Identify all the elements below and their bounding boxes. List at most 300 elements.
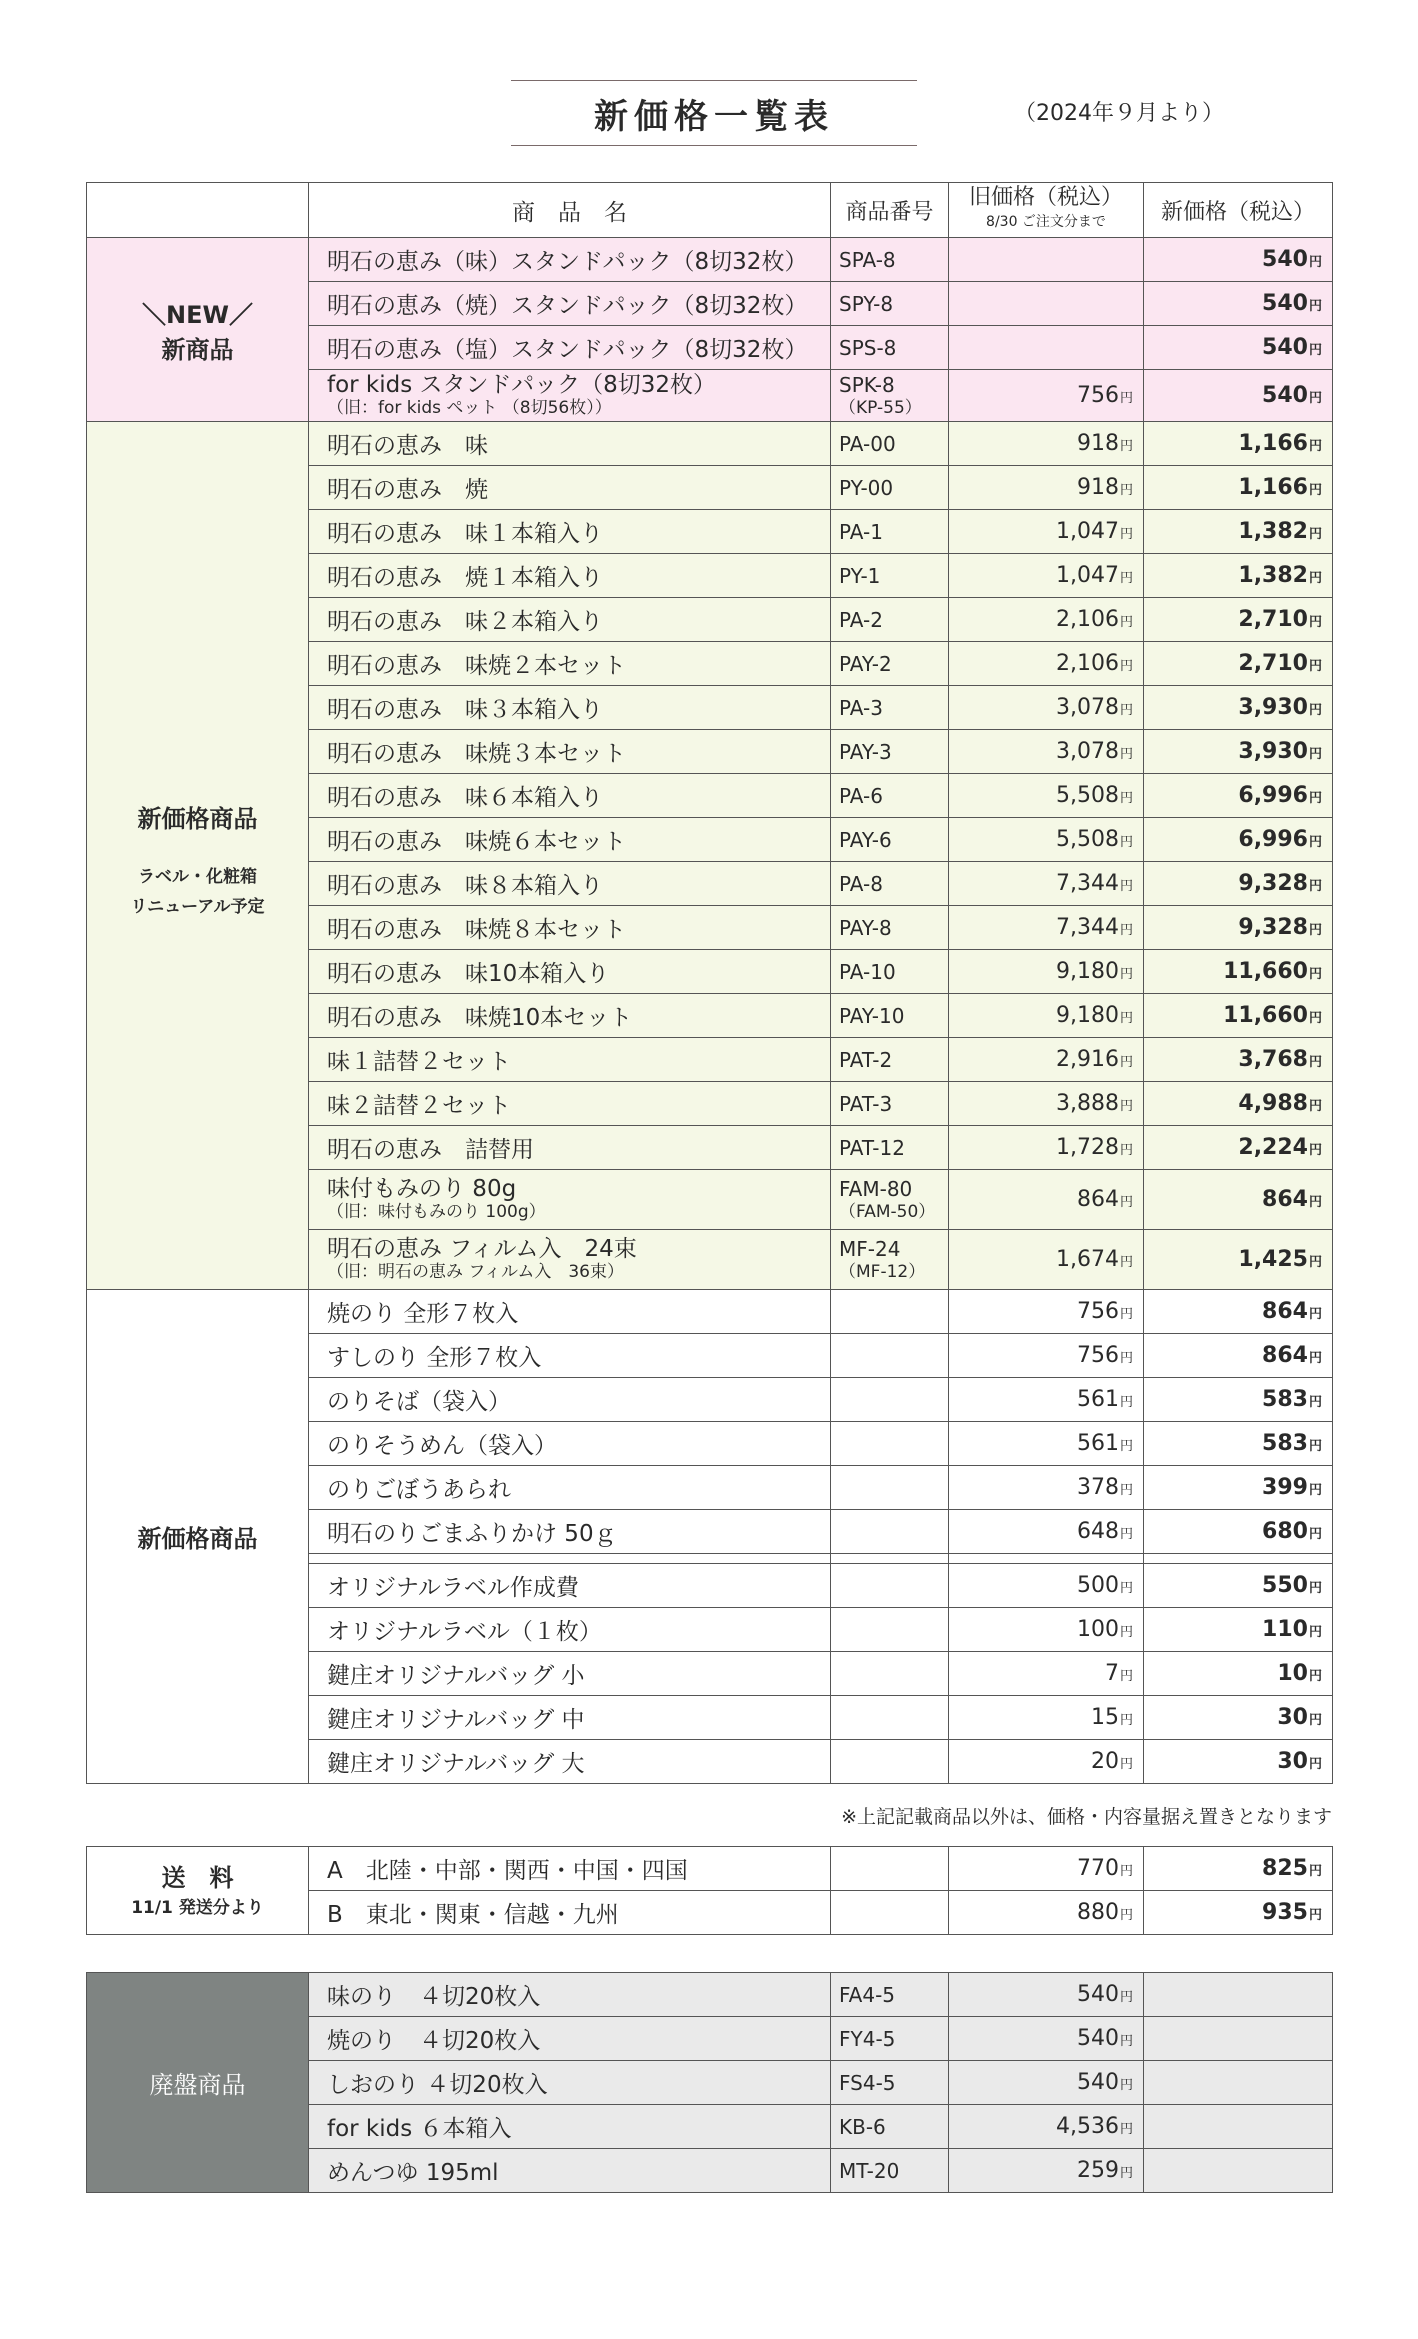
shipping-note: 11/1 発送分より [131, 1898, 264, 1918]
old-price-value: 756 [1076, 1343, 1119, 1368]
new-price-value: 864 [1262, 1187, 1308, 1212]
product-name-text: 明石の恵み 焼 [327, 477, 488, 503]
category-label [87, 1847, 309, 1935]
product-code-text: FAM-80 [839, 1177, 913, 1201]
product-name-text: すしのり 全形７枚入 [327, 1345, 542, 1371]
product-name-text: 明石の恵み 味焼３本セット [327, 741, 626, 767]
product-code [831, 2061, 949, 2105]
old-price-value: 9,180 [1056, 959, 1119, 984]
yen-unit: 円 [1119, 1990, 1133, 2005]
yen-unit: 円 [1119, 1195, 1133, 1210]
old-price [949, 906, 1144, 950]
old-price [949, 1696, 1144, 1740]
product-code-text: SPA-8 [839, 247, 896, 272]
product-name-text: 明石の恵み（味）スタンドパック（8切32枚） [327, 249, 808, 275]
new-price-value: 11,660 [1223, 959, 1308, 984]
product-code [831, 1334, 949, 1378]
yen-unit: 円 [1119, 2078, 1133, 2093]
product-name-text: のりごぼうあられ [327, 1477, 511, 1503]
yen-unit: 円 [1119, 483, 1133, 498]
old-price [949, 1126, 1144, 1170]
product-name-text: のりそうめん（袋入） [327, 1433, 557, 1459]
yen-unit: 円 [1119, 2166, 1133, 2181]
discontinued-label: 廃盤商品 [149, 2071, 246, 2099]
yen-unit: 円 [1308, 791, 1322, 806]
yen-unit: 円 [1119, 659, 1133, 674]
new-price [1144, 554, 1333, 598]
yen-unit: 円 [1119, 1757, 1133, 1772]
table-row [87, 1290, 1333, 1334]
yen-unit: 円 [1119, 923, 1133, 938]
old-price-value: 540 [1076, 2026, 1119, 2051]
product-name [309, 730, 831, 774]
old-price-value: 15 [1090, 1705, 1119, 1730]
product-name [309, 1652, 831, 1696]
new-price [1144, 282, 1333, 326]
new-price-value: 3,930 [1238, 739, 1308, 764]
shipping-table [86, 1846, 1333, 1935]
new-price [1144, 1510, 1333, 1554]
yen-unit: 円 [1308, 1055, 1322, 1070]
old-price-value: 540 [1076, 1982, 1119, 2007]
yen-unit: 円 [1308, 747, 1322, 762]
yen-unit: 円 [1308, 1395, 1322, 1410]
new-price-value: 540 [1262, 247, 1308, 272]
product-code [831, 282, 949, 326]
product-name-text: 鍵庄オリジナルバッグ 小 [327, 1663, 585, 1689]
new-price [1144, 2149, 1333, 2193]
new-price-value: 30 [1277, 1749, 1308, 1774]
new-price [1144, 1378, 1333, 1422]
product-name-text: 明石の恵み 焼１本箱入り [327, 565, 603, 591]
table-row [87, 1847, 1333, 1891]
product-name-text: 焼のり ４切20枚入 [327, 2028, 541, 2054]
product-code [831, 1170, 949, 1230]
old-price [949, 466, 1144, 510]
new-price-value: 1,382 [1238, 519, 1308, 544]
old-price-value: 5,508 [1056, 827, 1119, 852]
new-price-value: 6,996 [1238, 783, 1308, 808]
yen-unit: 円 [1119, 1099, 1133, 1114]
product-code [831, 326, 949, 370]
product-code [831, 1230, 949, 1290]
product-code [831, 1378, 949, 1422]
product-name-text: 明石の恵み 味 [327, 433, 488, 459]
header-old-label: 旧価格（税込） [968, 185, 1123, 210]
product-code-text: MT-20 [839, 2158, 900, 2183]
product-code [831, 1422, 949, 1466]
product-code [831, 1652, 949, 1696]
old-price [949, 1510, 1144, 1554]
product-name [309, 994, 831, 1038]
product-code [831, 862, 949, 906]
product-name [309, 818, 831, 862]
page-title: 新価格一覧表 [511, 80, 917, 146]
price-table [86, 182, 1333, 1784]
old-price-value: 540 [1076, 2070, 1119, 2095]
yen-unit: 円 [1119, 1713, 1133, 1728]
yen-unit: 円 [1308, 1625, 1322, 1640]
category-label [87, 1290, 309, 1784]
product-code-sub: （FAM-50） [839, 1202, 936, 1222]
product-code-text: SPY-8 [839, 291, 894, 316]
product-code-text: FY4-5 [839, 2026, 896, 2051]
yen-unit: 円 [1308, 571, 1322, 586]
old-price [949, 1608, 1144, 1652]
effective-date-note: （2024年９月より） [1014, 101, 1224, 126]
yen-unit: 円 [1308, 1864, 1322, 1879]
product-code [831, 906, 949, 950]
product-name-text: 明石の恵み 味３本箱入り [327, 697, 603, 723]
product-code-text: PA-00 [839, 431, 896, 456]
old-price-value: 5,508 [1056, 783, 1119, 808]
old-price [949, 950, 1144, 994]
yen-unit: 円 [1308, 1255, 1322, 1270]
product-name-sub: （旧：味付もみのり 100g） [327, 1202, 546, 1222]
new-price [1144, 686, 1333, 730]
product-name-text: 味のり ４切20枚入 [327, 1984, 541, 2010]
product-code [831, 1290, 949, 1334]
yen-unit: 円 [1119, 1864, 1133, 1879]
yen-unit: 円 [1308, 879, 1322, 894]
yen-unit: 円 [1119, 1011, 1133, 1026]
product-code-text: PAY-10 [839, 1003, 905, 1028]
new-price [1144, 1652, 1333, 1696]
product-code-text: PA-10 [839, 959, 896, 984]
product-name [309, 1891, 831, 1935]
product-name [309, 1608, 831, 1652]
old-price [949, 326, 1144, 370]
old-price [949, 1170, 1144, 1230]
product-code-text: PA-2 [839, 607, 883, 632]
product-name-text: 明石の恵み 味８本箱入り [327, 873, 603, 899]
old-price-value: 561 [1076, 1387, 1119, 1412]
yen-unit: 円 [1308, 1669, 1322, 1684]
yen-unit: 円 [1308, 391, 1322, 406]
product-name [309, 598, 831, 642]
product-name-text: for kids ６本箱入 [327, 2116, 512, 2142]
product-name-text: のりそば（袋入） [327, 1389, 511, 1415]
product-code-text: FA4-5 [839, 1982, 896, 2007]
product-name-text: めんつゆ 195ml [327, 2160, 499, 2186]
new-price [1144, 1973, 1333, 2017]
yen-unit: 円 [1119, 2122, 1133, 2137]
yen-unit: 円 [1308, 615, 1322, 630]
product-name [309, 1230, 831, 1290]
product-name [309, 1126, 831, 1170]
old-price-value: 770 [1076, 1856, 1119, 1881]
yen-unit: 円 [1119, 1581, 1133, 1596]
old-price-value: 2,106 [1056, 607, 1119, 632]
yen-unit: 円 [1308, 967, 1322, 982]
product-code-text: SPS-8 [839, 335, 897, 360]
yen-unit: 円 [1119, 1908, 1133, 1923]
product-name [309, 950, 831, 994]
old-price [949, 730, 1144, 774]
yen-unit: 円 [1308, 1483, 1322, 1498]
new-price-value: 399 [1262, 1475, 1308, 1500]
old-price [949, 510, 1144, 554]
product-code-text: PAY-2 [839, 651, 892, 676]
spacer-cell [1144, 1554, 1333, 1564]
yen-unit: 円 [1308, 1307, 1322, 1322]
new-price-value: 110 [1262, 1617, 1308, 1642]
new-price [1144, 906, 1333, 950]
product-name-text: 明石の恵み フィルム入 24束 [327, 1236, 637, 1262]
product-code [831, 1740, 949, 1784]
yen-unit: 円 [1308, 659, 1322, 674]
product-code [831, 950, 949, 994]
product-name-text: 明石の恵み 味６本箱入り [327, 785, 603, 811]
new-price-value: 10 [1277, 1661, 1308, 1686]
new-price [1144, 1230, 1333, 1290]
new-price [1144, 598, 1333, 642]
product-name-text: 明石の恵み（焼）スタンドパック（8切32枚） [327, 293, 808, 319]
new-price-value: 550 [1262, 1573, 1308, 1598]
product-name [309, 906, 831, 950]
product-name [309, 686, 831, 730]
yen-unit: 円 [1119, 1625, 1133, 1640]
product-code [831, 422, 949, 466]
product-name-text: 明石の恵み 味焼10本セット [327, 1005, 633, 1031]
product-code-sub: （KP-55） [839, 398, 922, 418]
product-name-text: 味１詰替２セット [327, 1049, 511, 1075]
spacer-cell [309, 1554, 831, 1564]
yen-unit: 円 [1308, 1908, 1322, 1923]
product-code [831, 1510, 949, 1554]
new-price [1144, 2061, 1333, 2105]
header-category [87, 183, 309, 238]
new-price [1144, 466, 1333, 510]
new-price [1144, 994, 1333, 1038]
old-price-value: 1,047 [1056, 563, 1119, 588]
old-price [949, 554, 1144, 598]
header-code: 商品番号 [831, 183, 949, 238]
yen-unit: 円 [1119, 967, 1133, 982]
category-label [87, 238, 309, 422]
new-price [1144, 238, 1333, 282]
product-code [831, 554, 949, 598]
old-price [949, 1973, 1144, 2017]
yen-unit: 円 [1308, 299, 1322, 314]
yen-unit: 円 [1119, 2034, 1133, 2049]
old-price [949, 1847, 1144, 1891]
old-price [949, 774, 1144, 818]
yen-unit: 円 [1308, 483, 1322, 498]
new-price-value: 540 [1262, 291, 1308, 316]
old-price-value: 2,106 [1056, 651, 1119, 676]
old-price [949, 818, 1144, 862]
yen-unit: 円 [1308, 1099, 1322, 1114]
old-price-value: 1,047 [1056, 519, 1119, 544]
product-code [831, 2105, 949, 2149]
old-price-value: 20 [1090, 1749, 1119, 1774]
product-code [831, 370, 949, 422]
product-name [309, 1170, 831, 1230]
old-price [949, 1564, 1144, 1608]
product-name [309, 1422, 831, 1466]
renewal-note-1: ラベル・化粧箱 [138, 867, 257, 887]
new-price [1144, 774, 1333, 818]
spacer-cell [949, 1554, 1144, 1564]
yen-unit: 円 [1308, 527, 1322, 542]
new-price-value: 2,224 [1238, 1135, 1308, 1160]
product-name [309, 2061, 831, 2105]
product-code [831, 1126, 949, 1170]
product-name-text: 明石の恵み（塩）スタンドパック（8切32枚） [327, 337, 808, 363]
product-name-text: A 北陸・中部・関西・中国・四国 [327, 1858, 688, 1884]
old-price [949, 1740, 1144, 1784]
new-price [1144, 1038, 1333, 1082]
old-price [949, 862, 1144, 906]
product-name [309, 642, 831, 686]
header-old-price [949, 183, 1144, 238]
yen-unit: 円 [1119, 391, 1133, 406]
new-price [1144, 1696, 1333, 1740]
product-code [831, 466, 949, 510]
old-price [949, 1038, 1144, 1082]
old-price [949, 686, 1144, 730]
new-price [1144, 1466, 1333, 1510]
old-price-value: 918 [1076, 431, 1119, 456]
new-price [1144, 730, 1333, 774]
yen-unit: 円 [1119, 879, 1133, 894]
product-code [831, 994, 949, 1038]
old-price [949, 1466, 1144, 1510]
new-products-label: 新商品 [161, 335, 234, 364]
new-price [1144, 1891, 1333, 1935]
product-name-text: オリジナルラベル（１枚） [327, 1619, 602, 1645]
product-name [309, 1696, 831, 1740]
product-name [309, 1564, 831, 1608]
new-badge: ＼NEW／ [142, 300, 253, 329]
spacer-cell [831, 1554, 949, 1564]
product-code [831, 818, 949, 862]
product-name [309, 282, 831, 326]
yen-unit: 円 [1308, 923, 1322, 938]
new-price [1144, 862, 1333, 906]
yen-unit: 円 [1119, 1351, 1133, 1366]
product-code-sub: （MF-12） [839, 1262, 926, 1282]
old-price-value: 1,728 [1056, 1135, 1119, 1160]
old-price [949, 1334, 1144, 1378]
product-name [309, 1038, 831, 1082]
new-price-value: 1,425 [1238, 1247, 1308, 1272]
old-price [949, 1652, 1144, 1696]
yen-unit: 円 [1119, 1255, 1133, 1270]
product-code-text: PAT-2 [839, 1047, 893, 1072]
old-price [949, 2061, 1144, 2105]
old-price [949, 2017, 1144, 2061]
product-name-text: 明石の恵み 味焼６本セット [327, 829, 626, 855]
product-name [309, 370, 831, 422]
yen-unit: 円 [1308, 1527, 1322, 1542]
product-name [309, 1290, 831, 1334]
product-name [309, 1847, 831, 1891]
yen-unit: 円 [1119, 747, 1133, 762]
old-price [949, 1290, 1144, 1334]
yen-unit: 円 [1308, 1581, 1322, 1596]
product-code [831, 2149, 949, 2193]
product-code-text: PA-1 [839, 519, 883, 544]
yen-unit: 円 [1119, 1307, 1133, 1322]
old-price-value: 561 [1076, 1431, 1119, 1456]
old-price [949, 1378, 1144, 1422]
new-price [1144, 818, 1333, 862]
product-code [831, 1082, 949, 1126]
price-category-label: 新価格商品 [137, 805, 258, 833]
product-name-text: 明石の恵み 味焼８本セット [327, 917, 626, 943]
product-name [309, 2017, 831, 2061]
product-code [831, 1696, 949, 1740]
table-row [87, 1973, 1333, 2017]
old-price-value: 756 [1076, 1299, 1119, 1324]
yen-unit: 円 [1308, 1195, 1322, 1210]
new-price-value: 30 [1277, 1705, 1308, 1730]
old-price-value: 880 [1076, 1900, 1119, 1925]
new-price [1144, 1422, 1333, 1466]
old-price-value: 500 [1076, 1573, 1119, 1598]
old-price-value: 3,078 [1056, 739, 1119, 764]
product-code [831, 730, 949, 774]
new-price [1144, 370, 1333, 422]
new-price-value: 4,988 [1238, 1091, 1308, 1116]
product-code-text: PA-6 [839, 783, 883, 808]
old-price-value: 7,344 [1056, 871, 1119, 896]
new-price-value: 9,328 [1238, 915, 1308, 940]
yen-unit: 円 [1119, 1527, 1133, 1542]
new-price [1144, 1847, 1333, 1891]
yen-unit: 円 [1308, 439, 1322, 454]
product-code-text: SPK-8 [839, 373, 895, 397]
product-name [309, 1466, 831, 1510]
product-code [831, 1891, 949, 1935]
category-label [87, 422, 309, 1290]
product-name-text: 鍵庄オリジナルバッグ 大 [327, 1751, 585, 1777]
product-code [831, 1038, 949, 1082]
new-price [1144, 1126, 1333, 1170]
new-price-value: 1,166 [1238, 431, 1308, 456]
product-name-text: 味付もみのり 80g [327, 1176, 517, 1202]
product-code-text: PY-00 [839, 475, 894, 500]
old-price [949, 2149, 1144, 2193]
new-price [1144, 1608, 1333, 1652]
product-code-text: FS4-5 [839, 2070, 896, 2095]
product-code-text: PA-8 [839, 871, 883, 896]
yen-unit: 円 [1119, 835, 1133, 850]
product-code-text: MF-24 [839, 1237, 901, 1261]
old-price-value: 648 [1076, 1519, 1119, 1544]
new-price [1144, 642, 1333, 686]
new-price [1144, 1170, 1333, 1230]
product-name [309, 862, 831, 906]
product-name [309, 510, 831, 554]
yen-unit: 円 [1308, 255, 1322, 270]
new-price-value: 680 [1262, 1519, 1308, 1544]
product-name [309, 1334, 831, 1378]
old-price-value: 100 [1076, 1617, 1119, 1642]
product-name-sub: （旧：for kids ペット （8切56枚）） [327, 398, 612, 418]
product-name-text: 明石の恵み 味焼２本セット [327, 653, 626, 679]
product-name-text: 味２詰替２セット [327, 1093, 511, 1119]
yen-unit: 円 [1119, 571, 1133, 586]
new-price-value: 935 [1262, 1900, 1308, 1925]
product-name-text: しおのり ４切20枚入 [327, 2072, 548, 2098]
new-price-value: 1,166 [1238, 475, 1308, 500]
old-price-value: 7,344 [1056, 915, 1119, 940]
yen-unit: 円 [1308, 1757, 1322, 1772]
old-price-value: 4,536 [1056, 2114, 1119, 2139]
